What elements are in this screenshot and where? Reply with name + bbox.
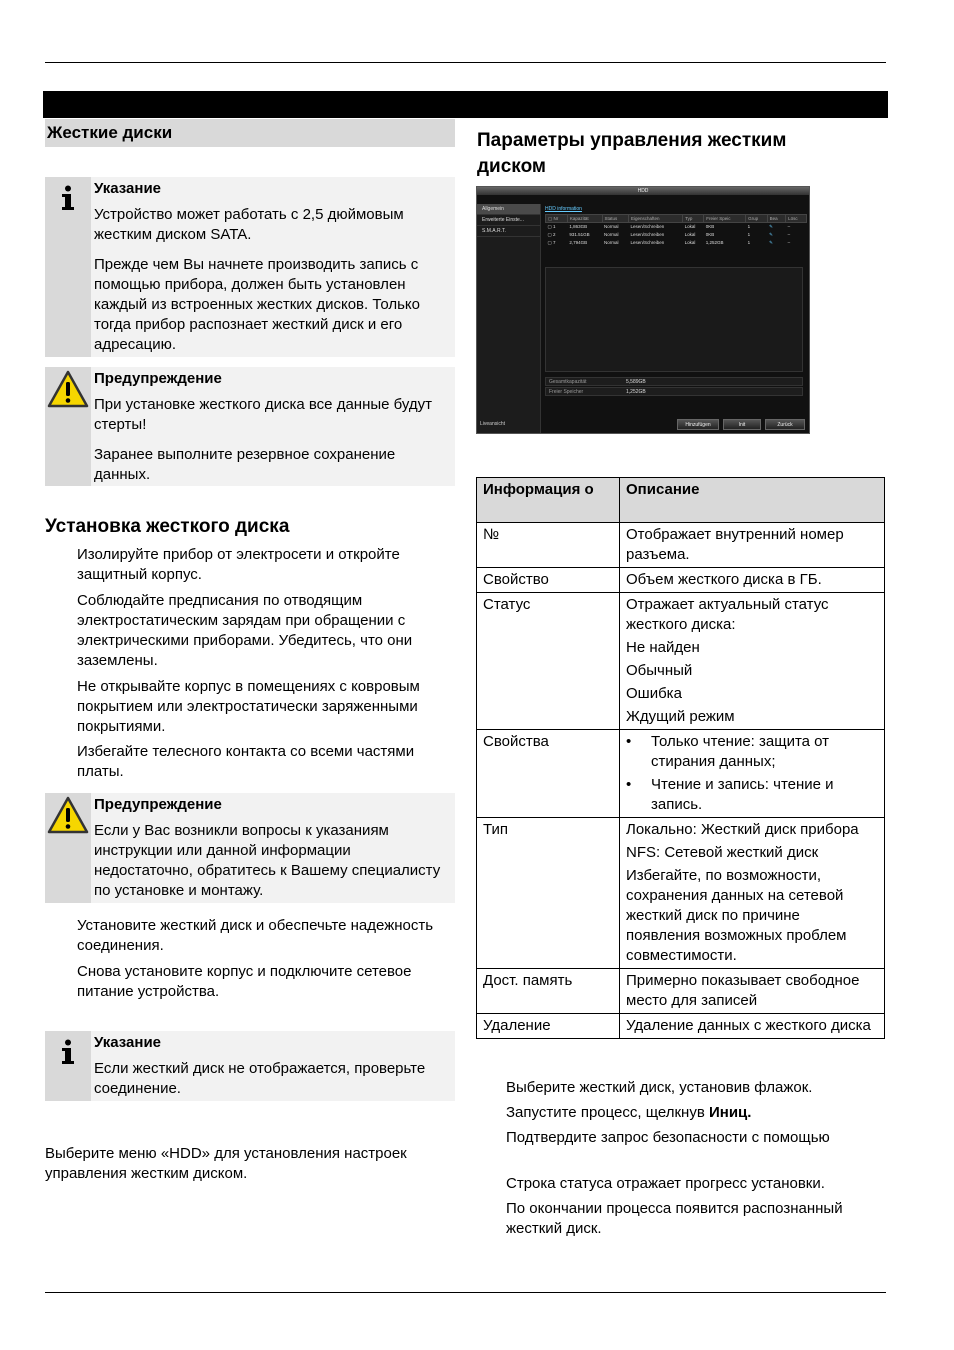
info-icon	[57, 1039, 79, 1065]
menu-instruction: Выберите меню «HDD» для установления настроек управления жестким диском.	[45, 1145, 407, 1182]
cell: Lesen/Schreiben	[630, 240, 665, 245]
value-line: Локально: Жесткий диск прибора	[626, 821, 859, 838]
summary-label: Gesamtkapazität	[549, 379, 587, 385]
step-status: Строка статуса отражает прогресс установки.	[506, 1175, 825, 1192]
tab-hdd-information[interactable]: HDD information	[545, 206, 582, 212]
table-row[interactable]	[546, 239, 807, 247]
step-text: Запустите процесс, щелкнув	[506, 1104, 709, 1121]
row-checkbox[interactable]: ▢ 7	[547, 239, 556, 245]
info-icon	[57, 185, 79, 211]
cell: Lesen/Schreiben	[630, 232, 665, 237]
table-row[interactable]	[546, 231, 807, 239]
table-row	[477, 593, 885, 730]
value-line: Не найден	[626, 639, 700, 656]
init-button[interactable]: Init	[723, 419, 761, 430]
table-row	[477, 1014, 885, 1039]
bottom-rule	[45, 1292, 886, 1293]
column-header: Eigenschaften	[629, 215, 683, 223]
row-checkbox[interactable]: ▢ 2	[547, 231, 556, 237]
table-row	[477, 818, 885, 969]
step-confirm: Подтвердите запрос безопасности с помощью	[506, 1129, 830, 1146]
table-key: Дост. память	[477, 969, 620, 1014]
value-line: Избегайте, по возможности, сохранения данных на сетевой жесткий диск по причине появления возможных проблем совместимости.	[626, 867, 847, 964]
table-header: Информация о	[477, 478, 620, 523]
hdd-list	[545, 214, 807, 247]
column-header: ▢ Nr	[546, 215, 568, 223]
warning-box-1	[45, 367, 455, 486]
install-step: Изолируйте прибор от электросети и откройте защитный корпус.	[77, 546, 400, 583]
table-row	[477, 730, 885, 818]
table-key: Свойство	[477, 568, 620, 593]
column-header: Kapazität	[567, 215, 602, 223]
summary-value: 5,589GB	[626, 379, 646, 385]
sidebar-item[interactable]: Allgemein	[477, 204, 540, 215]
install-step: Установите жесткий диск и обеспечьте надежность соединения.	[77, 917, 434, 954]
cell: Normal	[604, 232, 619, 237]
table-header: Описание	[620, 478, 885, 523]
top-rule	[45, 62, 886, 63]
table-key: Свойства	[477, 730, 620, 818]
sidebar-item[interactable]: S.M.A.R.T.	[477, 226, 540, 237]
table-value: Отображает внутренний номер разъема.	[620, 523, 885, 568]
column-header: Freier Speic	[704, 215, 746, 223]
delete-icon[interactable]: –	[787, 240, 791, 245]
step-finish: По окончании процесса появится распознанный жесткий диск.	[506, 1200, 843, 1237]
install-step: Соблюдайте предписания по отводящим электростатическим зарядам при обращении с электрическими приборами. Убедитесь, что они заземлены.	[77, 592, 413, 669]
table-key: №	[477, 523, 620, 568]
warning-icon	[46, 369, 90, 409]
note-text: Если жесткий диск не отображается, проверьте соединение.	[94, 1060, 426, 1097]
table-value: Удаление данных с жесткого диска	[620, 1014, 885, 1039]
warning-title: Предупреждение	[94, 796, 222, 813]
screenshot-sidebar	[477, 204, 541, 434]
table-value	[620, 593, 885, 730]
cell: Normal	[604, 240, 619, 245]
info-table	[476, 477, 885, 1039]
install-step: Не открывайте корпус в помещениях с ковровым покрытием или электростатически заряженными покрытиями.	[77, 678, 420, 735]
cell: Lokal	[684, 224, 696, 230]
warning-box-2	[45, 793, 455, 903]
note-text: Прежде чем Вы начнете производить запись с помощью прибора, должен быть установлен каждый из встроенных жестких дисков. Только тогда прибор распознает жесткий диск и его адресацию.	[94, 256, 420, 353]
cell: 1,252GB	[705, 240, 724, 245]
edit-icon[interactable]: ✎	[769, 239, 773, 245]
right-heading: Параметры управления жестким диском	[477, 130, 787, 177]
cell: 931.51GB	[569, 232, 590, 237]
section-title: Жесткие диски	[45, 119, 455, 147]
table-row	[477, 969, 885, 1014]
warning-text: При установке жесткого диска все данные будут стерты!	[94, 396, 433, 433]
add-button[interactable]: Hinzufügen	[677, 419, 719, 430]
value-line: Ждущий режим	[626, 708, 735, 725]
edit-icon[interactable]: ✎	[769, 223, 773, 229]
column-header: Bea	[767, 215, 786, 223]
cell: Lokal	[684, 240, 696, 245]
screenshot-main	[545, 204, 807, 247]
table-key: Тип	[477, 818, 620, 969]
table-row	[477, 523, 885, 568]
header-bar	[43, 91, 888, 118]
warning-text: Заранее выполните резервное сохранение данных.	[94, 446, 396, 483]
init-label: Иниц.	[708, 1104, 752, 1121]
bullet-list	[626, 732, 878, 815]
note-title: Указание	[94, 180, 162, 197]
warning-text: Если у Вас возникли вопросы к указаниям инструкции или данной информации недостаточно, обратитесь к Вашему специалисту по установке и монтажу.	[94, 822, 441, 899]
row-checkbox[interactable]: ▢ 1	[547, 223, 556, 229]
warning-icon	[46, 795, 90, 835]
table-key: Статус	[477, 593, 620, 730]
column-header: Grup	[746, 215, 767, 223]
bullet-item: • Только чтение: защита от стирания данных;	[626, 732, 878, 772]
edit-icon[interactable]: ✎	[769, 231, 773, 237]
summary-free	[545, 387, 803, 396]
summary-total	[545, 377, 803, 386]
table-row	[477, 568, 885, 593]
value-line: Ошибка	[626, 685, 682, 702]
table-value	[620, 730, 885, 818]
delete-icon[interactable]: –	[787, 232, 791, 237]
cell: 1	[747, 224, 751, 230]
table-value: Примерно показывает свободное место для записей	[620, 969, 885, 1014]
value-line: Отражает актуальный статус жесткого диска:	[626, 596, 829, 633]
column-header: Typ	[683, 215, 704, 223]
table-value	[620, 818, 885, 969]
cell: 2,794GB	[569, 240, 588, 245]
cell: 1	[747, 240, 751, 245]
screenshot-titlebar: HDD	[477, 187, 809, 195]
step-select-disk: Выберите жесткий диск, установив флажок.	[506, 1079, 813, 1096]
bullet-item: • Чтение и запись: чтение и запись.	[626, 775, 878, 815]
value-line: Обычный	[626, 662, 693, 679]
note-title: Указание	[94, 1034, 162, 1051]
summary-label: Freier Speicher	[549, 389, 584, 395]
table-row[interactable]	[546, 223, 807, 231]
delete-icon[interactable]: –	[787, 224, 791, 230]
install-step: Избегайте телесного контакта со всеми частями платы.	[77, 743, 415, 780]
summary-value: 1,252GB	[626, 389, 646, 395]
back-button[interactable]: Zurück	[765, 419, 805, 430]
cell: 1	[747, 232, 751, 237]
value-line: NFS: Сетевой жесткий диск	[626, 844, 819, 861]
warning-title: Предупреждение	[94, 370, 222, 387]
cell: 0KB	[705, 232, 715, 237]
note-box-2	[45, 1031, 455, 1101]
note-text: Устройство может работать с 2,5 дюймовым жестким диском SATA.	[94, 206, 404, 243]
sidebar-item[interactable]: Erweiterte Einste...	[477, 215, 540, 226]
cell: 1,863GB	[569, 224, 588, 230]
cell: 0KB	[705, 224, 715, 230]
list-area	[545, 267, 803, 372]
column-header: Status	[602, 215, 628, 223]
cell: Normal	[604, 224, 619, 230]
cell: Lesen/Schreiben	[630, 224, 665, 230]
live-view-label[interactable]: Liveansicht	[480, 421, 506, 427]
hdd-screenshot	[476, 186, 810, 434]
table-value: Объем жесткого диска в ГБ.	[620, 568, 885, 593]
table-key: Удаление	[477, 1014, 620, 1039]
step-start-init	[506, 1103, 886, 1123]
column-header: Lösc	[786, 215, 807, 223]
install-heading: Установка жесткого диска	[45, 516, 290, 537]
cell: Lokal	[684, 232, 696, 237]
install-step: Снова установите корпус и подключите сетевое питание устройства.	[77, 963, 412, 1000]
note-box-1	[45, 177, 455, 357]
